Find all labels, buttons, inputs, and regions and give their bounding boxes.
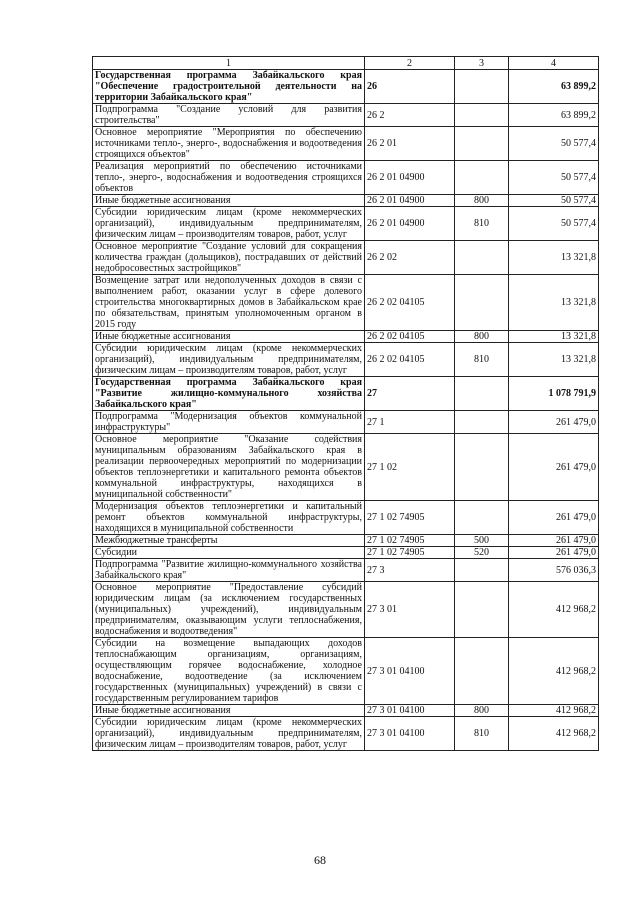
row-code-cell: 26 2: [365, 104, 455, 127]
row-code-cell: 26 2 02: [365, 241, 455, 275]
row-type-cell: [455, 434, 509, 501]
table-row: [93, 559, 599, 582]
row-type-cell: [455, 582, 509, 638]
row-type-cell: [455, 377, 509, 411]
row-name-cell: Субсидии юридическим лицам (кроме некоммерческих организаций), индивидуальным предпринимателям, физическим лицам – производителям товаров, работ, услуг: [93, 343, 365, 377]
row-name-cell: Подпрограмма "Развитие жилищно-коммунального хозяйства Забайкальского края": [93, 559, 365, 582]
row-code-cell: 27 3 01 04100: [365, 638, 455, 705]
row-type-cell: 810: [455, 717, 509, 751]
row-name-cell: Субсидии на возмещение выпадающих доходов теплоснабжающим организациям, организациям, осуществляющим горячее водоснабжение, холодное водоснабжение, водоотведение (за исключением государственных (муниципальных) учреждений) в связи с государственным регулированием тарифов: [93, 638, 365, 705]
row-amount-cell: 63 899,2: [509, 70, 599, 104]
table-row: [93, 343, 599, 377]
row-name-cell: Иные бюджетные ассигнования: [93, 331, 365, 343]
table-row: [93, 331, 599, 343]
row-amount-cell: 13 321,8: [509, 275, 599, 331]
table-row: [93, 161, 599, 195]
row-type-cell: [455, 275, 509, 331]
row-code-cell: 26: [365, 70, 455, 104]
row-amount-cell: 50 577,4: [509, 127, 599, 161]
row-type-cell: [455, 411, 509, 434]
row-code-cell: 26 2 02 04105: [365, 331, 455, 343]
row-name-cell: Возмещение затрат или недополученных доходов в связи с выполнением работ, оказании услуг в сфере долевого строительства многоквартирных домов в Забайкальском крае по обязательствам, принятым уполномоченным органом в 2015 году: [93, 275, 365, 331]
row-amount-cell: 50 577,4: [509, 195, 599, 207]
row-type-cell: [455, 104, 509, 127]
row-type-cell: 800: [455, 705, 509, 717]
row-name-cell: Государственная программа Забайкальского края "Обеспечение градостроительной деятельности на территории Забайкальского края": [93, 70, 365, 104]
table-row: [93, 127, 599, 161]
row-code-cell: 26 2 01 04900: [365, 161, 455, 195]
row-code-cell: 26 2 01 04900: [365, 207, 455, 241]
row-type-cell: [455, 501, 509, 535]
row-code-cell: 27 1: [365, 411, 455, 434]
table-row: [93, 501, 599, 535]
row-amount-cell: 63 899,2: [509, 104, 599, 127]
table-row: [93, 705, 599, 717]
row-code-cell: 27 3 01 04100: [365, 717, 455, 751]
row-name-cell: Подпрограмма "Создание условий для развития строительства": [93, 104, 365, 127]
row-amount-cell: 50 577,4: [509, 207, 599, 241]
row-name-cell: Подпрограмма "Модернизация объектов коммунальной инфраструктуры": [93, 411, 365, 434]
row-code-cell: 27 3: [365, 559, 455, 582]
row-amount-cell: 412 968,2: [509, 582, 599, 638]
row-amount-cell: 13 321,8: [509, 331, 599, 343]
header-col-4: 4: [509, 57, 599, 70]
row-amount-cell: 261 479,0: [509, 434, 599, 501]
row-type-cell: [455, 70, 509, 104]
table-row: [93, 70, 599, 104]
table-row: [93, 717, 599, 751]
table-row: [93, 241, 599, 275]
table-row: [93, 582, 599, 638]
row-name-cell: Основное мероприятие "Оказание содействия муниципальным образованиям Забайкальского края в реализации первоочередных мероприятий по модернизации объектов теплоэнергетики и капитального ремонта объектов коммунальной инфраструктуры, находящихся в муниципальной собственности": [93, 434, 365, 501]
row-code-cell: 26 2 02 04105: [365, 275, 455, 331]
row-name-cell: Государственная программа Забайкальского края "Развитие жилищно-коммунального хозяйства Забайкальского края": [93, 377, 365, 411]
row-name-cell: Основное мероприятие "Предоставление субсидий юридическим лицам (за исключением государственных (муниципальных) учреждений), индивидуальным предпринимателям, оказывающим услуги теплоснабжения, водоснабжения и водоотведения": [93, 582, 365, 638]
row-amount-cell: 412 968,2: [509, 638, 599, 705]
row-type-cell: 810: [455, 343, 509, 377]
header-col-1: 1: [93, 57, 365, 70]
row-amount-cell: 412 968,2: [509, 717, 599, 751]
table-row: [93, 195, 599, 207]
table-row: [93, 377, 599, 411]
row-name-cell: Межбюджетные трансферты: [93, 535, 365, 547]
row-code-cell: 27 1 02 74905: [365, 547, 455, 559]
row-type-cell: 800: [455, 331, 509, 343]
row-amount-cell: 261 479,0: [509, 547, 599, 559]
row-amount-cell: 261 479,0: [509, 411, 599, 434]
row-type-cell: 500: [455, 535, 509, 547]
row-code-cell: 26 2 01 04900: [365, 195, 455, 207]
budget-table: [92, 56, 599, 751]
row-code-cell: 27: [365, 377, 455, 411]
row-name-cell: Субсидии юридическим лицам (кроме некоммерческих организаций), индивидуальным предпринимателям, физическим лицам – производителям товаров, работ, услуг: [93, 207, 365, 241]
row-name-cell: Реализация мероприятий по обеспечению источниками тепло-, энерго-, водоснабжения и водоотведения строящихся объектов: [93, 161, 365, 195]
row-name-cell: Субсидии юридическим лицам (кроме некоммерческих организаций), индивидуальным предпринимателям, физическим лицам – производителям товаров, работ, услуг: [93, 717, 365, 751]
row-amount-cell: 1 078 791,9: [509, 377, 599, 411]
row-amount-cell: 50 577,4: [509, 161, 599, 195]
row-amount-cell: 412 968,2: [509, 705, 599, 717]
row-name-cell: Иные бюджетные ассигнования: [93, 705, 365, 717]
row-type-cell: [455, 241, 509, 275]
row-code-cell: 27 3 01: [365, 582, 455, 638]
row-amount-cell: 13 321,8: [509, 343, 599, 377]
row-code-cell: 27 1 02 74905: [365, 501, 455, 535]
row-amount-cell: 261 479,0: [509, 535, 599, 547]
row-code-cell: 26 2 01: [365, 127, 455, 161]
row-type-cell: 810: [455, 207, 509, 241]
row-code-cell: 27 1 02 74905: [365, 535, 455, 547]
row-code-cell: 27 3 01 04100: [365, 705, 455, 717]
table-row: [93, 638, 599, 705]
table-row: [93, 434, 599, 501]
table-header-row: [93, 57, 599, 70]
table-row: [93, 275, 599, 331]
page-number: 68: [314, 853, 326, 867]
row-type-cell: 800: [455, 195, 509, 207]
row-name-cell: Основное мероприятие "Мероприятия по обеспечению источниками тепло-, энерго-, водоснабжения и водоотведения строящихся объектов": [93, 127, 365, 161]
row-amount-cell: 13 321,8: [509, 241, 599, 275]
row-type-cell: [455, 638, 509, 705]
header-col-2: 2: [365, 57, 455, 70]
row-type-cell: [455, 127, 509, 161]
header-col-3: 3: [455, 57, 509, 70]
row-type-cell: [455, 161, 509, 195]
table-body: [93, 70, 599, 751]
row-amount-cell: 576 036,3: [509, 559, 599, 582]
row-code-cell: 26 2 02 04105: [365, 343, 455, 377]
row-name-cell: Иные бюджетные ассигнования: [93, 195, 365, 207]
row-code-cell: 27 1 02: [365, 434, 455, 501]
table-row: [93, 104, 599, 127]
row-name-cell: Субсидии: [93, 547, 365, 559]
table-row: [93, 535, 599, 547]
row-type-cell: [455, 559, 509, 582]
row-amount-cell: 261 479,0: [509, 501, 599, 535]
table-row: [93, 547, 599, 559]
row-type-cell: 520: [455, 547, 509, 559]
row-name-cell: Модернизация объектов теплоэнергетики и капитальный ремонт объектов коммунальной инфраструктуры, находящихся в муниципальной собственности: [93, 501, 365, 535]
table-row: [93, 411, 599, 434]
table-row: [93, 207, 599, 241]
row-name-cell: Основное мероприятие "Создание условий для сокращения количества граждан (дольщиков), пострадавших от действий недобросовестных застройщиков": [93, 241, 365, 275]
